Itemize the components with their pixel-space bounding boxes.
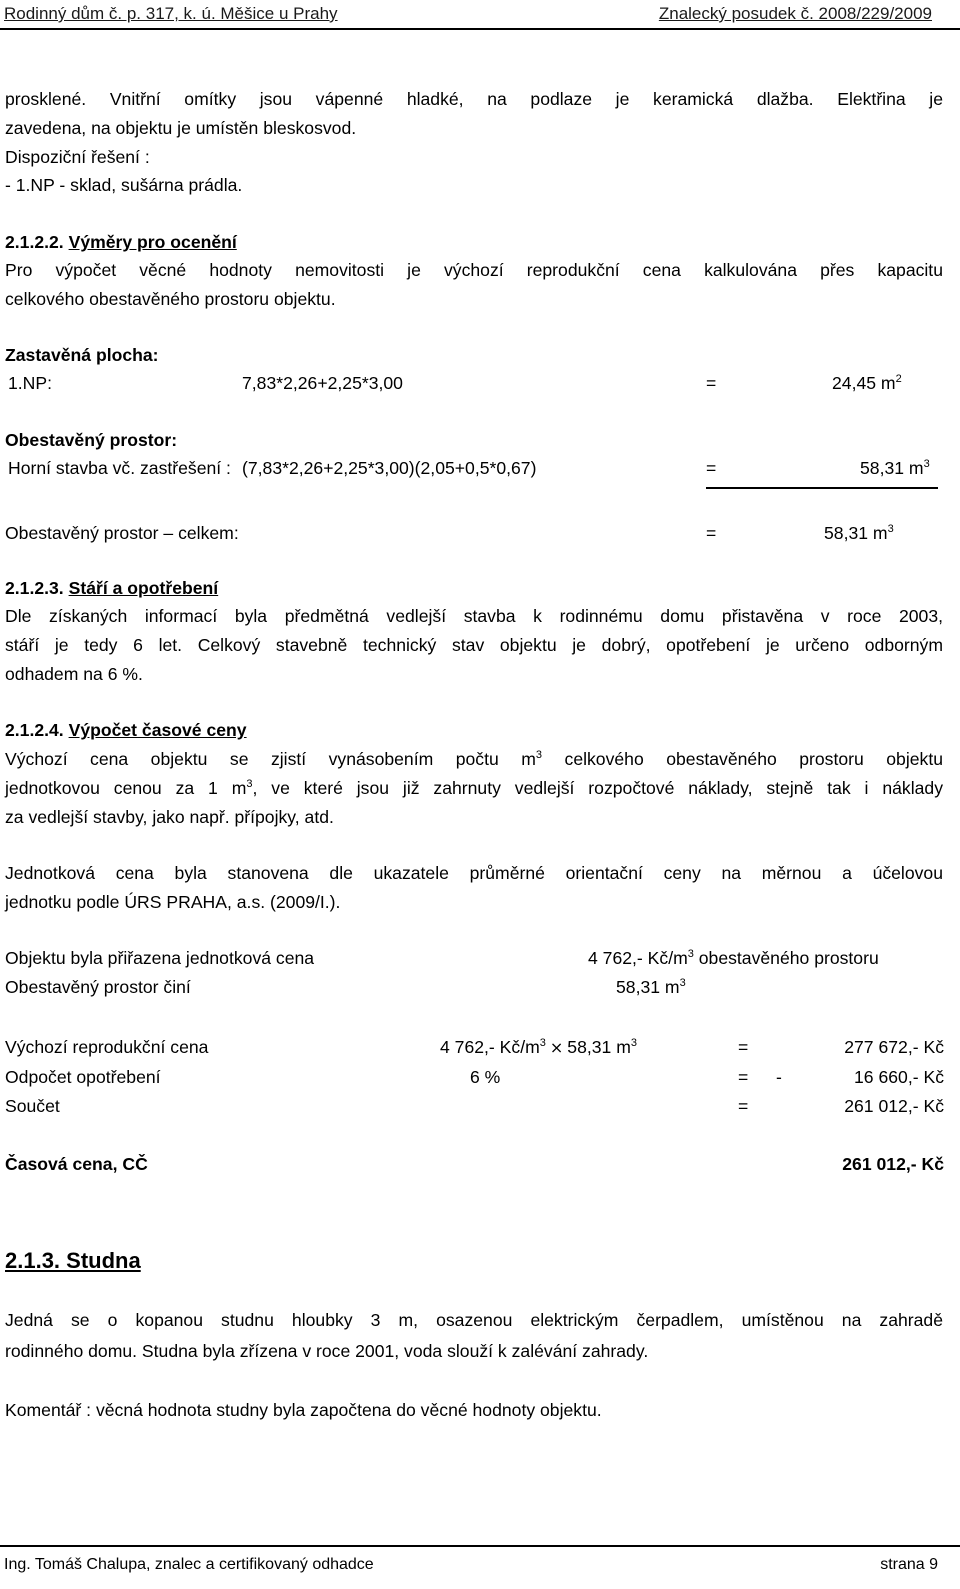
celkem-label: Obestavěný prostor – celkem: bbox=[5, 523, 239, 543]
footer-rule bbox=[0, 1545, 960, 1547]
repro-price-formula: 4 762,- $Kč/m^3 \times 58,31$ $m^3$ bbox=[440, 1037, 637, 1057]
volume-value: 58,31 $m^3$ bbox=[616, 977, 686, 997]
section-number: 2.1.2.4. bbox=[5, 720, 64, 740]
section-2123-heading bbox=[5, 574, 218, 602]
s2124-p1-line-2: jednotkovou cenou za 1 $m^3$, ve které jsou již zahrnuty vedlejší rozpočtové náklady, stejně tak i náklady bbox=[5, 778, 943, 798]
zastavena-plocha-label: Zastavěná plocha: bbox=[5, 345, 159, 365]
intro-line-2: zavedena, na objektu je umístěn bleskosvod. bbox=[5, 118, 357, 138]
np-equals: = bbox=[706, 373, 717, 393]
sum-rule bbox=[706, 487, 938, 489]
wear-deduction-minus: - bbox=[776, 1067, 782, 1087]
s2122-text-1: Pro výpočet věcné hodnoty nemovitosti je výchozí reprodukční cena kalkulována přes kapacitu bbox=[5, 260, 943, 280]
s2124-p1-line-1: Výchozí cena objektu se zjistí vynásobením počtu $m^3$ celkového obestavěného prostoru objektu bbox=[5, 749, 943, 769]
wear-deduction-equals: = bbox=[738, 1067, 749, 1087]
volume-label: Obestavěný prostor činí bbox=[5, 977, 191, 997]
header-right-title: Znalecký posudek č. 2008/229/2009 bbox=[658, 4, 932, 23]
dispo-item: - 1.NP - sklad, sušárna prádla. bbox=[5, 175, 243, 195]
section-title: Výměry pro ocenění bbox=[68, 232, 237, 252]
section-213-heading: 2.1.3. Studna bbox=[5, 1248, 141, 1273]
s2122-text-2: celkového obestavěného prostoru objektu. bbox=[5, 289, 336, 309]
section-2124-heading bbox=[5, 716, 247, 744]
section-number: 2.1.2.2. bbox=[5, 232, 64, 252]
s2123-text-1: Dle získaných informací byla předmětná vedlejší stavba k rodinnému domu přistavěna v roce 2003, bbox=[5, 606, 943, 626]
s2124-p2-line-2: jednotku podle ÚRS PRAHA, a.s. (2009/I.). bbox=[5, 892, 341, 912]
section-title: Výpočet časové ceny bbox=[68, 720, 247, 740]
wear-deduction-label: Odpočet opotřebení bbox=[5, 1067, 161, 1087]
page-header bbox=[0, 0, 960, 28]
header-left-title: Rodinný dům č. p. 317, k. ú. Měšice u Prahy bbox=[4, 4, 338, 23]
np-label: 1.NP: bbox=[8, 373, 53, 393]
repro-price-label: Výchozí reprodukční cena bbox=[5, 1037, 209, 1057]
time-price-label: Časová cena, CČ bbox=[5, 1154, 148, 1174]
footer-author: Ing. Tomáš Chalupa, znalec a certifikovaný odhadce bbox=[4, 1556, 374, 1573]
section-title: Stáří a opotřebení bbox=[68, 578, 219, 598]
celkem-equals: = bbox=[706, 523, 717, 543]
sum-label: Součet bbox=[5, 1096, 60, 1116]
assigned-price-label: Objektu byla přiřazena jednotková cena bbox=[5, 948, 315, 968]
s2123-text-2: stáří je tedy 6 let. Celkový stavebně technický stav objektu je dobrý, opotřebení je určeno odborným bbox=[5, 635, 943, 655]
s2124-p1-line-3: za vedlejší stavby, jako např. přípojky, atd. bbox=[5, 807, 334, 827]
s2124-p2-line-1: Jednotková cena byla stanovena dle ukazatele průměrné orientační ceny na měrnou a účelovou bbox=[5, 863, 943, 883]
header-rule bbox=[0, 28, 960, 30]
sum-equals: = bbox=[738, 1096, 749, 1116]
sum-value: 261 012,- Kč bbox=[844, 1096, 944, 1116]
repro-price-equals: = bbox=[738, 1037, 749, 1057]
section-2122-heading bbox=[5, 228, 237, 256]
time-price-value: 261 012,- Kč bbox=[842, 1154, 944, 1174]
obestaveny-prostor-label: Obestavěný prostor: bbox=[5, 430, 178, 450]
section-number: 2.1.2.3. bbox=[5, 578, 64, 598]
s213-text-2: rodinného domu. Studna byla zřízena v roce 2001, voda slouží k zalévání zahrady. bbox=[5, 1341, 649, 1361]
wear-deduction-percent: 6 % bbox=[470, 1067, 501, 1087]
horni-stavba-value: 58,31 $m^3$ bbox=[860, 458, 930, 478]
s213-text-1: Jedná se o kopanou studnu hloubky 3 m, osazenou elektrickým čerpadlem, umístěnou na zahradě bbox=[5, 1310, 943, 1330]
multiply-icon: × bbox=[549, 1038, 564, 1057]
s213-comment: Komentář : věcná hodnota studny byla započtena do věcné hodnoty objektu. bbox=[5, 1400, 602, 1420]
np-formula: 7,83*2,26+2,25*3,00 bbox=[242, 373, 403, 393]
horni-stavba-equals: = bbox=[706, 458, 717, 478]
np-value: 24,45 $m^2$ bbox=[832, 373, 902, 393]
intro-line-1: prosklené. Vnitřní omítky jsou vápenné hladké, na podlaze je keramická dlažba. Elektřina je bbox=[5, 89, 943, 109]
s2123-text-3: odhadem na 6 %. bbox=[5, 664, 143, 684]
horni-stavba-label: Horní stavba vč. zastřešení : bbox=[8, 458, 231, 478]
wear-deduction-value: 16 660,- Kč bbox=[854, 1067, 944, 1087]
dispo-label: Dispoziční řešení : bbox=[5, 147, 150, 167]
footer-page-number: strana 9 bbox=[880, 1556, 938, 1573]
horni-stavba-formula: (7,83*2,26+2,25*3,00)(2,05+0,5*0,67) bbox=[242, 458, 537, 478]
assigned-price-value: 4 762,- $Kč/m^3$ obestavěného prostoru bbox=[588, 948, 879, 968]
celkem-value: 58,31 $m^3$ bbox=[824, 523, 894, 543]
repro-price-value: 277 672,- Kč bbox=[844, 1037, 944, 1057]
